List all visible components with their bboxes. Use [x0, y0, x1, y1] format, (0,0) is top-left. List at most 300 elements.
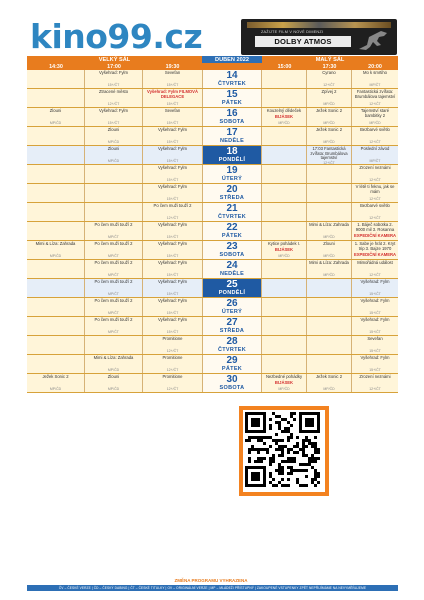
big-hall-cells	[27, 146, 202, 164]
film-title: Promitione	[162, 374, 183, 379]
small-hall-cells	[262, 222, 398, 240]
hall-header-row	[27, 56, 398, 63]
film-title: Mimi & Líza: Zahrada	[93, 355, 134, 360]
film-title: Mimi & Líza: Zahrada	[309, 222, 349, 227]
film-note: BIJÁSEK	[274, 380, 294, 385]
film-rating: 12+/ČT	[369, 387, 381, 391]
film-rating: MP/ČD	[107, 368, 120, 372]
film-title: Po čem muži touží 2	[94, 241, 133, 246]
day-number: 22	[226, 222, 238, 233]
screening-cell[interactable]	[352, 355, 398, 373]
film-title: Vyšehrad: Fylm	[360, 279, 390, 284]
day-row	[27, 203, 398, 222]
day-number: 27	[226, 317, 238, 328]
film-title: Po čem muži touží 2	[94, 279, 133, 284]
screening-cell[interactable]	[352, 336, 398, 354]
screening-cell[interactable]	[143, 374, 202, 392]
screening-cell[interactable]	[143, 108, 202, 126]
screening-cell[interactable]	[352, 89, 398, 107]
screening-cell	[27, 317, 85, 335]
film-title: Promitione	[162, 355, 183, 360]
film-title: Zlouni	[107, 146, 120, 151]
screening-cell[interactable]	[143, 241, 202, 259]
month-header: DUBEN 2022	[202, 56, 262, 63]
film-rating: 15+/ČT	[369, 311, 381, 315]
screening-cell[interactable]	[85, 70, 143, 88]
film-title: Vyšehrad: Fylm	[158, 146, 187, 151]
screening-cell[interactable]	[307, 127, 352, 145]
small-hall-cells	[262, 317, 398, 335]
film-title: Poslední závod	[360, 146, 390, 151]
film-rating: 12+/ČT	[369, 197, 381, 201]
film-title: Fantastická zvířata: Brumbálova tajemství	[354, 89, 396, 99]
screening-cell[interactable]	[262, 374, 307, 392]
screening-cell[interactable]	[307, 260, 352, 278]
small-hall-cells	[262, 260, 398, 278]
big-hall-cells	[27, 279, 202, 297]
screening-cell	[307, 355, 352, 373]
weekday-label: SOBOTA	[219, 119, 245, 125]
film-title: 1. Sabe je hrát 2. Kryt trip 3. Bajze 1970	[354, 241, 396, 251]
screening-cell[interactable]	[307, 89, 352, 107]
small-hall-header: MALÝ SÁL	[262, 56, 398, 63]
film-title: Ztracené město	[98, 89, 129, 94]
film-rating: 12+/ČT	[369, 140, 381, 144]
big-hall-cells	[27, 260, 202, 278]
day-row	[27, 222, 398, 241]
day-number: 21	[226, 203, 238, 214]
film-rating: 12+/ČT	[369, 102, 381, 106]
weekday-label: ÚTERÝ	[221, 176, 243, 182]
film-title: Vyšehrad: Fylm	[158, 241, 187, 246]
film-rating: 12+/ČT	[369, 273, 381, 277]
small-hall-cells	[262, 89, 398, 107]
day-number: 20	[226, 184, 238, 195]
date-cell	[202, 317, 262, 335]
film-rating: MP/ČD	[49, 254, 62, 258]
film-title: Zpívej 2	[321, 89, 337, 94]
date-cell	[202, 108, 262, 126]
day-row	[27, 184, 398, 203]
screening-cell	[27, 146, 85, 164]
film-rating: MP/ČT	[108, 254, 119, 258]
screening-cell	[262, 203, 307, 221]
film-title: Mimi & Líza: Zahrada	[309, 260, 349, 265]
film-title: 1. Báječ sobotka 2. 9000 mil 3. Rosanna	[355, 222, 395, 232]
small-hall-cells	[262, 184, 398, 202]
day-number: 25	[226, 279, 238, 290]
film-rating: 12+/ČT	[369, 216, 381, 220]
date-cell	[202, 184, 262, 202]
film-title: Vyšehrad: Fylm	[158, 165, 187, 170]
film-title: Zlouni	[49, 108, 62, 113]
screening-cell[interactable]	[85, 146, 143, 164]
screening-cell[interactable]	[307, 374, 352, 392]
qr-code-icon	[245, 412, 323, 490]
screening-cell	[27, 260, 85, 278]
day-row	[27, 70, 398, 89]
date-cell	[202, 222, 262, 240]
day-number: 14	[226, 70, 238, 81]
film-title: Kouzelný dědeček	[266, 108, 302, 113]
screening-cell	[307, 336, 352, 354]
date-cell	[202, 127, 262, 145]
screening-cell[interactable]	[143, 317, 202, 335]
film-rating: 15+/ČT	[369, 368, 381, 372]
screening-cell[interactable]	[85, 279, 143, 297]
film-title: Ježek Sonic 2	[42, 374, 69, 379]
small-hall-cells	[262, 165, 398, 183]
big-hall-cells	[27, 89, 202, 107]
film-title: Tajemství staré bambitky 2	[360, 108, 390, 118]
screening-cell[interactable]	[352, 241, 398, 259]
screening-cell[interactable]	[352, 70, 398, 88]
kino99-logo: kino99.cz	[30, 17, 203, 56]
day-number: 29	[226, 355, 238, 366]
screening-cell	[27, 165, 85, 183]
screening-cell[interactable]	[352, 317, 398, 335]
day-rows	[27, 70, 398, 393]
screening-cell[interactable]	[143, 279, 202, 297]
film-rating: 12+/ČT	[166, 368, 179, 372]
screening-cell[interactable]	[143, 70, 202, 88]
screening-cell	[262, 298, 307, 316]
dolby-atmos-banner	[241, 19, 397, 55]
film-title: Sevefan	[164, 108, 181, 113]
big-hall-cells	[27, 184, 202, 202]
film-rating: MP/ČD	[107, 387, 120, 391]
screening-cell	[27, 298, 85, 316]
screening-cell[interactable]	[143, 146, 202, 164]
film-rating: MP/ČT	[108, 292, 119, 296]
screening-cell[interactable]	[352, 184, 398, 202]
film-rating: 15+/ČT	[166, 178, 179, 182]
screening-cell	[27, 203, 85, 221]
big-hall-cells	[27, 317, 202, 335]
screening-cell[interactable]	[307, 108, 352, 126]
screening-cell[interactable]	[307, 241, 352, 259]
film-rating: MP/ČD	[107, 159, 120, 163]
time-right-2: 17:30	[322, 63, 337, 70]
dinosaur-figure-icon	[357, 27, 391, 53]
weekday-label: STŘEDA	[219, 328, 245, 334]
screening-cell[interactable]	[352, 108, 398, 126]
film-title: Sevefan	[164, 70, 181, 75]
film-rating: MP/ČT	[108, 273, 119, 277]
day-row	[27, 108, 398, 127]
day-number: 24	[226, 260, 238, 271]
big-hall-cells	[27, 108, 202, 126]
screening-cell[interactable]	[27, 241, 85, 259]
film-rating: MP/ČD	[323, 254, 335, 258]
program-grid	[27, 56, 398, 393]
film-title: Vyšehrad: Fylm	[158, 317, 187, 322]
date-cell	[202, 374, 262, 392]
screening-cell	[27, 184, 85, 202]
screening-cell[interactable]	[307, 70, 352, 88]
screening-cell	[262, 127, 307, 145]
film-title: Mimořádná událost	[357, 260, 393, 265]
screening-cell	[307, 298, 352, 316]
dolby-atmos-label: DOLBY ATMOS	[255, 36, 351, 47]
screening-cell	[262, 70, 307, 88]
weekday-label: PÁTEK	[221, 100, 243, 106]
film-rating: 12+/ČT	[166, 349, 179, 353]
weekday-label: PONDĚLÍ	[218, 157, 246, 163]
screening-cell[interactable]	[307, 146, 352, 164]
date-cell	[202, 70, 262, 88]
film-rating: 15+/ČT	[166, 102, 179, 106]
film-rating: 12+/ČT	[166, 216, 179, 220]
film-rating: MP/ČT	[108, 330, 119, 334]
big-hall-header: VELKÝ SÁL	[27, 56, 202, 63]
screening-cell[interactable]	[307, 222, 352, 240]
film-rating: MP/ČD	[323, 102, 335, 106]
screening-cell[interactable]	[85, 222, 143, 240]
small-hall-cells	[262, 146, 398, 164]
day-row	[27, 146, 398, 165]
film-rating: 15+/ČT	[166, 330, 179, 334]
screening-cell[interactable]	[352, 127, 398, 145]
screening-cell	[27, 355, 85, 373]
film-rating: MP/ČD	[278, 387, 290, 391]
screening-cell	[85, 184, 143, 202]
film-rating: 15+/ČT	[107, 121, 120, 125]
film-title: Vyšehrad: Fylm	[158, 260, 187, 265]
day-number: 19	[226, 165, 238, 176]
date-cell	[202, 336, 262, 354]
film-rating: MP/ČD	[323, 387, 335, 391]
film-rating: MP/ČD	[323, 140, 335, 144]
screening-cell	[27, 279, 85, 297]
film-title: Vyšehrad: Fylm	[158, 184, 187, 189]
screening-cell[interactable]	[85, 260, 143, 278]
screening-cell	[262, 146, 307, 164]
weekday-label: NEDĚLE	[219, 271, 245, 277]
film-title: Mo k smrtiho	[363, 70, 387, 75]
film-title: Vyšehrad: Fylm	[99, 108, 128, 113]
screening-cell	[27, 70, 85, 88]
qr-code-inner	[243, 410, 325, 492]
film-rating: MP/ČD	[107, 140, 120, 144]
day-number: 17	[226, 127, 238, 138]
big-hall-cells	[27, 336, 202, 354]
film-rating: 15+/ČT	[166, 159, 179, 163]
day-row	[27, 336, 398, 355]
screening-cell	[262, 355, 307, 373]
screening-cell[interactable]	[352, 298, 398, 316]
screening-cell[interactable]	[85, 355, 143, 373]
film-rating: 15+/ČT	[369, 349, 381, 353]
small-hall-cells	[262, 298, 398, 316]
big-hall-cells	[27, 298, 202, 316]
film-rating: 12+/ČT	[323, 161, 335, 164]
screening-cell[interactable]	[143, 222, 202, 240]
film-title: Po čem muži touží 2	[94, 298, 133, 303]
film-title: Zrození neznámi	[359, 165, 391, 170]
film-title: Vyšehrad: Fylm	[158, 127, 187, 132]
screening-cell[interactable]	[85, 241, 143, 259]
big-hall-cells	[27, 355, 202, 373]
screening-cell[interactable]	[85, 298, 143, 316]
screening-cell[interactable]	[143, 355, 202, 373]
screening-cell[interactable]	[143, 127, 202, 145]
small-hall-cells	[262, 108, 398, 126]
screening-cell[interactable]	[27, 374, 85, 392]
screening-cell[interactable]	[352, 374, 398, 392]
small-hall-cells	[262, 279, 398, 297]
day-row	[27, 241, 398, 260]
screening-cell[interactable]	[143, 165, 202, 183]
film-rating: MP/ČT	[369, 159, 381, 163]
date-cell	[202, 260, 262, 278]
weekday-label: PONDĚLÍ	[218, 290, 246, 296]
screening-cell[interactable]	[262, 241, 307, 259]
screening-cell[interactable]	[85, 374, 143, 392]
screening-cell[interactable]	[352, 279, 398, 297]
day-row	[27, 355, 398, 374]
film-title: Kytice pohádek I.	[267, 241, 301, 246]
screening-cell	[27, 127, 85, 145]
film-rating: 15+/ČT	[166, 273, 179, 277]
film-rating: MP/ČT	[108, 235, 119, 239]
screening-cell[interactable]	[85, 89, 143, 107]
screening-cell[interactable]	[352, 146, 398, 164]
film-rating: 15+/ČT	[166, 292, 179, 296]
film-title: Ježek Sonic 2	[315, 374, 343, 379]
screening-cell	[307, 184, 352, 202]
film-title: Sevefan	[367, 336, 383, 341]
film-note: BIJÁSEK	[274, 114, 294, 119]
film-title: Vyšehrad: Fylm	[360, 317, 390, 322]
film-rating: MP/ČD	[49, 121, 62, 125]
date-cell	[202, 241, 262, 259]
film-title: Cyrano	[322, 70, 336, 75]
film-rating: MP/ČD	[278, 254, 290, 258]
time-right-3: 20:00	[368, 63, 382, 70]
film-title: Vyšehrad: Fylm	[158, 222, 187, 227]
film-title: Vyšehrad: Fylm FILMOVÁ DELEGACE	[146, 89, 199, 99]
film-title: Promitione	[162, 336, 183, 341]
small-hall-cells	[262, 70, 398, 88]
times-row	[27, 63, 398, 70]
screening-cell[interactable]	[85, 317, 143, 335]
screening-cell[interactable]	[143, 298, 202, 316]
small-hall-cells	[262, 203, 398, 221]
date-cell	[202, 89, 262, 107]
film-rating: 15+/ČT	[166, 140, 179, 144]
screening-cell	[307, 203, 352, 221]
day-row	[27, 279, 398, 298]
screening-cell	[262, 165, 307, 183]
film-title: Mimi & Líza: Zahrada	[35, 241, 76, 246]
small-hall-cells	[262, 336, 398, 354]
day-number: 26	[226, 298, 238, 309]
screening-cell[interactable]	[352, 165, 398, 183]
screening-cell[interactable]	[143, 89, 202, 107]
screening-cell[interactable]	[143, 184, 202, 202]
time-left-3: 19:30	[165, 63, 180, 70]
day-row	[27, 165, 398, 184]
date-cell	[202, 203, 262, 221]
banner-small-text: ZAŽIJTE FILM V NOVÉ DIMENZI	[261, 30, 324, 34]
film-title: Po čem muži touží 2	[94, 222, 133, 227]
day-number: 18	[226, 146, 238, 157]
film-title: Vyšehrad: Fylm	[158, 279, 187, 284]
day-row	[27, 374, 398, 393]
screening-cell	[262, 89, 307, 107]
screening-cell[interactable]	[143, 203, 202, 221]
film-rating: 15+/ČT	[166, 83, 179, 87]
screening-cell	[85, 203, 143, 221]
film-rating: 15+/ČT	[166, 197, 179, 201]
day-number: 30	[226, 374, 238, 385]
film-rating: 12+/ČT	[107, 102, 120, 106]
film-rating: MP/ČT	[108, 311, 119, 315]
weekday-label: STŘEDA	[219, 195, 245, 201]
film-rating: 15+/ČT	[107, 83, 120, 87]
small-hall-cells	[262, 374, 398, 392]
date-cell	[202, 298, 262, 316]
film-rating: 12+/ČT	[369, 178, 381, 182]
film-rating: 15+/ČT	[369, 330, 381, 334]
screening-cell[interactable]	[85, 127, 143, 145]
screening-cell[interactable]	[143, 260, 202, 278]
day-row	[27, 127, 398, 146]
screening-cell	[27, 89, 85, 107]
screening-cell[interactable]	[143, 336, 202, 354]
small-hall-cells	[262, 355, 398, 373]
film-rating: MP/ČT	[369, 83, 381, 87]
big-hall-cells	[27, 165, 202, 183]
big-hall-cells	[27, 222, 202, 240]
weekday-label: ČTVRTEK	[217, 81, 247, 87]
screening-cell	[85, 165, 143, 183]
film-rating: 12+/ČT	[323, 83, 335, 87]
big-hall-cells	[27, 241, 202, 259]
screening-cell[interactable]	[262, 108, 307, 126]
weekday-label: NEDĚLE	[219, 138, 245, 144]
day-row	[27, 317, 398, 336]
film-rating: MP/ČD	[323, 121, 335, 125]
screening-cell	[262, 279, 307, 297]
screening-cell[interactable]	[352, 203, 398, 221]
big-hall-cells	[27, 127, 202, 145]
day-row	[27, 298, 398, 317]
screening-cell	[307, 279, 352, 297]
screening-cell[interactable]	[352, 222, 398, 240]
weekday-label: ČTVRTEK	[217, 347, 247, 353]
weekday-label: ČTVRTEK	[217, 214, 247, 220]
screening-cell[interactable]	[85, 108, 143, 126]
screening-cell[interactable]	[352, 260, 398, 278]
screening-cell[interactable]	[27, 108, 85, 126]
film-title: V létě ti řeknu, jak se mám	[355, 184, 395, 194]
date-cell	[202, 165, 262, 183]
film-rating: 15+/ČT	[369, 292, 381, 296]
film-note: BIJÁSEK	[274, 247, 294, 252]
film-rating: 15+/ČT	[166, 235, 179, 239]
screening-cell	[307, 165, 352, 183]
screening-cell	[262, 336, 307, 354]
day-row	[27, 260, 398, 279]
time-spacer	[202, 63, 262, 70]
time-right-1: 15:00	[277, 63, 292, 70]
screening-cell	[27, 222, 85, 240]
screening-cell	[262, 260, 307, 278]
screening-cell	[27, 336, 85, 354]
film-title: Nezbedné pohádky	[265, 374, 303, 379]
